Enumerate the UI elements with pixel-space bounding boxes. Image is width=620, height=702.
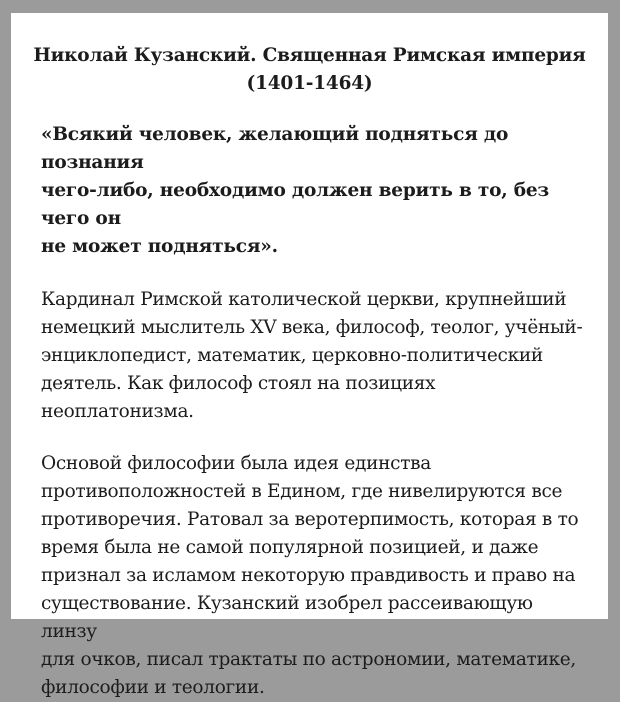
content-card (11, 13, 608, 698)
quote-line: не может подняться». (41, 236, 278, 257)
paragraph-line: Кардинал Римской католической церкви, крупнейший (41, 289, 567, 310)
paragraph-line: Основой философии была идея единства (41, 453, 431, 474)
paragraph-line: время была не самой популярной позицией, и даже (41, 537, 539, 558)
paragraph-line: деятель. Как философ стоял на позициях неоплатонизма. (41, 373, 436, 422)
paragraph-line: признал за исламом некоторую правдивость и право на (41, 565, 576, 586)
page-title (31, 13, 588, 98)
title-dates: (1401-1464) (246, 73, 373, 94)
paragraph-line: философии и теологии. (41, 677, 265, 698)
quote-line: чего-либо, необходимо должен верить в то, без чего он (41, 180, 550, 229)
paragraph-line: противоречия. Ратовал за веротерпимость, которая в то (41, 509, 579, 530)
paragraph-line: существование. Кузанский изобрел рассеивающую линзу (41, 593, 533, 642)
paragraph-line: для очков, писал трактаты по астрономии, математике, (41, 649, 577, 670)
paragraph-line: энциклопедист, математик, церковно-политический (41, 345, 543, 366)
title-line: Николай Кузанский. Священная Римская империя (33, 45, 586, 66)
quote (41, 121, 588, 261)
paragraph-biography (41, 286, 588, 426)
quote-line: «Всякий человек, желающий подняться до познания (41, 124, 509, 173)
paragraph-philosophy (41, 450, 588, 702)
paragraph-line: немецкий мыслитель XV века, философ, теолог, учёный- (41, 317, 583, 338)
paragraph-line: противоположностей в Едином, где нивелируются все (41, 481, 563, 502)
